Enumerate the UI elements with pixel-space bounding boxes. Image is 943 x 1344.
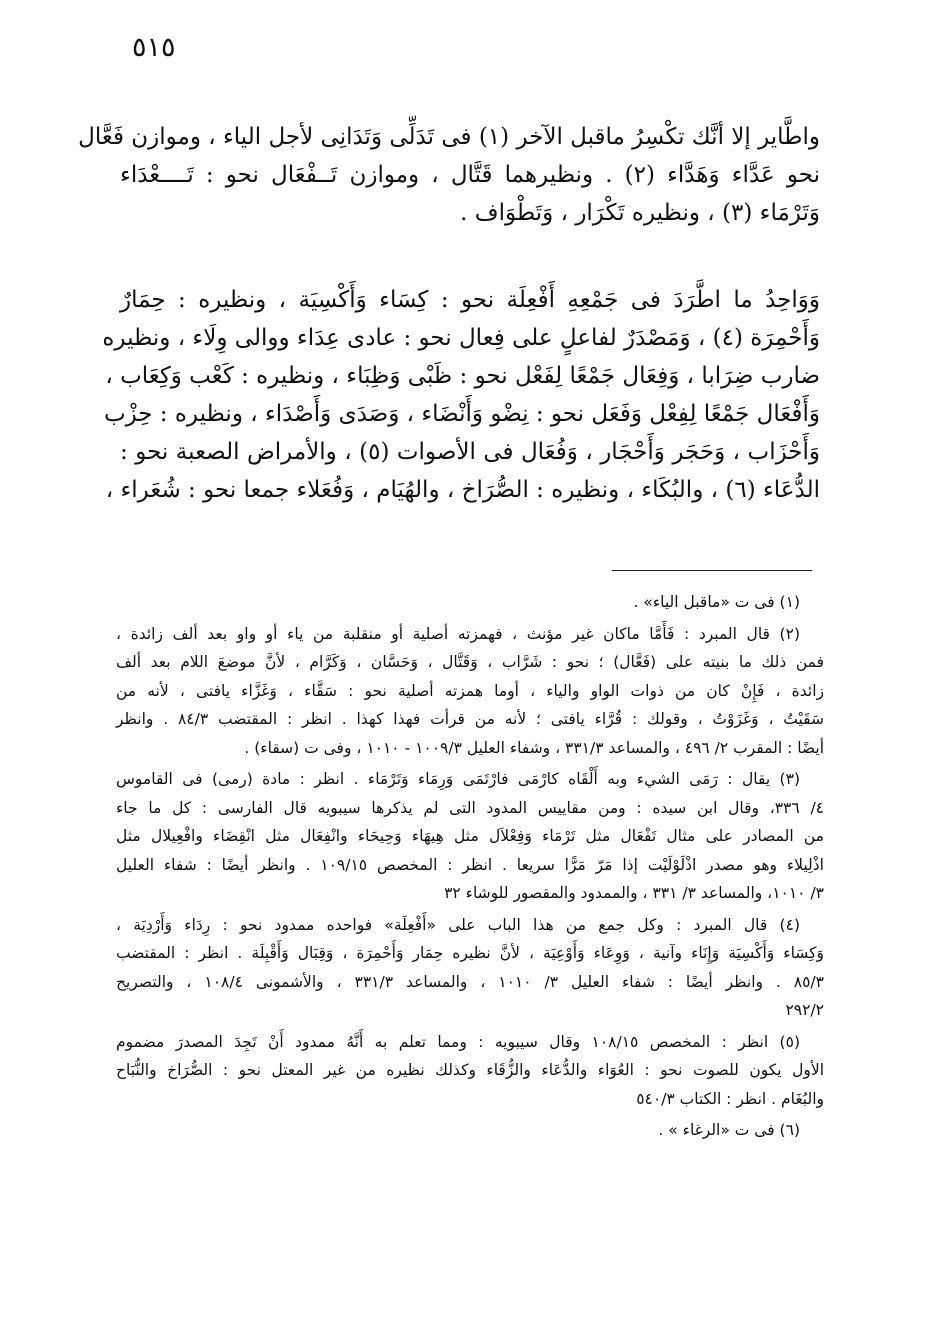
footnote-line: ٣/ ١٠١٠، والمساعد ٣/ ٣٣١ ، والممدود والمقصور للوشاء ٣٢ xyxy=(444,884,824,902)
footnote-separator xyxy=(612,570,812,571)
footnote-line: والبُغَام . انظر : الكتاب ٥٤٠/٣ xyxy=(636,1089,824,1108)
footnote-line: أيضًا : المقرب ٢/ ٤٩٦ ، والمساعد ٣٣١/٣ ، وشفاء العليل ١٠٠٩/٣ - ١٠١٠ ، وفى ت (سقاء) . xyxy=(244,738,824,757)
footnote-line: وَكِسَاء وَأَكْسِيَة وَإِنَاء وآنية ، وَوِعَاء وَأَوْعِيَة ، لأنَّ نظيره حِمَار وَأَحْمِرَة ، وَقِبَال وَأَقْبِلَة . انظر : المقتضب xyxy=(116,944,824,962)
footnote-line: زائدة ، فَإِنْ كان من ذوات الواو والياء ، أوما همزته أصلية نحو : سَقَّاء ، وَغَزَّاء يافتى ، لأنه من xyxy=(116,681,824,700)
footnote-4 xyxy=(116,911,824,1025)
footnote-line: (٥) انظر : المخصص ١٠٨/١٥ وقال سيبويه : ومما تعلم به أَنَّهُ ممدود أَنْ تَجِدَ المصدرَ مضموم xyxy=(116,1032,800,1051)
body-line: وَأَفْعَال جَمْعًا لِفِعْل وَفَعَل نحو : نِضْو وَأَنْضَاء ، وَصَدَى وَأَصْدَاء ، ونظيره : حِزْب xyxy=(103,401,820,427)
body-line: الدُّعَاء (٦) ، والبُكَاء ، ونظيره : الصُّرَاخ ، والهُيَام ، وَفُعَلاء جمعا نحو : شُعَراء ، xyxy=(105,477,820,503)
footnote-3 xyxy=(116,765,824,908)
body-line: وَتَرْمَاء (٣) ، ونظيره تَكْرَار ، وَتَطْوَاف . xyxy=(460,200,820,226)
body-paragraph-2 xyxy=(102,281,820,509)
footnote-line: (٦) فى ت «الرغاء » . xyxy=(658,1121,800,1139)
body-line: واطَّاير إلا أنَّك تكْسِرُ ماقبل الآخر (١) فى تَدَلِّى وَتَدَانِى لأجل الياء ، وموازن فَعَّال xyxy=(78,124,820,150)
body-line: ضارب ضِرَابا ، وَفِعَال جَمْعًا لِفَعْل نحو : ظَبْى وَظِبَاء ، ونظيره : كَعْب وَكِعَاب ، xyxy=(105,363,820,389)
body-line: نحو عَدَّاء وَهَدَّاء (٢) . ونظيرهما قَتَّال ، وموازن تَــفْعَال نحو : تَــــعْدَاء xyxy=(120,162,820,188)
footnote-line: (٢) قال المبرد : فَأَمَّا ماكان غير مؤنث ، فهمزته أصلية أو منقلبة من ياء أو واو بعد ألف زائدة ، xyxy=(116,624,800,643)
footnote-5 xyxy=(116,1028,824,1114)
footnote-line: ٨٥/٣ . وانظر أيضًا : شفاء العليل ٣/ ١٠١٠ ، والمساعد ٣٣١/٣ ، والأشمونى ١٠٨/٤ ، والتصريح xyxy=(116,972,824,991)
body-line: وَأَحْمِرَة (٤) ، وَمَصْدَرٌ لفاعلٍ على فِعال نحو : عادى عِدَاء ووالى وِلَاء ، ونظيره xyxy=(102,325,820,351)
footnote-line: ٤/ ٣٣٦، وقال ابن سيده : ومن مقاييس المدود التى لم يذكرها سيبويه قال الفارسى : كل ما جاء xyxy=(116,798,824,817)
footnote-2 xyxy=(116,620,824,763)
footnote-line: (٣) يقال : رَمَى الشيء وبه أَلْقَاه كارْمَى فارْتَمَى وَرِمَاء وَتَرْمَاء . انظر : مادة (رمى) فى القاموس xyxy=(116,770,800,788)
body-paragraph-1 xyxy=(78,118,820,232)
footnote-line: فمن ذلك ما بنيته على (فَعَّال) ؛ نحو : شَرَّاب ، وَقَتَّال ، وَحَسَّان ، وَكَرَّام ، لأنَّ موضعَ اللام بعد ألف xyxy=(116,653,824,671)
page-number: ٥١٥ xyxy=(132,32,176,63)
footnote-6 xyxy=(116,1116,824,1145)
footnote-line: من المصادر على مثال تَفْعَال مثل تَرْمَاء وَفِعْلاَل مثل هِيهَاء وَحِيحَاء وانْفِعَال مثل انْقِضَاء وافْعِيلال مثل xyxy=(116,827,824,845)
footnote-1 xyxy=(116,588,824,617)
footnotes-section xyxy=(116,588,824,1148)
footnote-line: اذْلِيلاء وهو مصدر اذْلَوْلَيْت إذا مَرّ مَرًّا سريعا . انظر : المخصص ١٠٩/١٥ . وانظر أيضًا : شفاء العليل xyxy=(116,855,824,874)
body-line: وَوَاحِدُ ما اطَّرَدَ فى جَمْعِهِ أَفْعِلَة نحو : كِسَاء وَأَكْسِيَة ، ونظيره : حِمَارٌ xyxy=(120,287,820,313)
footnote-line: (١) فى ت «ماقبل الياء» . xyxy=(633,593,800,611)
footnote-line: سَقَيْتُ ، وَغَزَوْتُ ، وقولك : قُرَّاء يافتى ؛ لأنه من قرأت فهذا كهذا . انظر : المقتضب ٨٤/٣ . وانظر xyxy=(116,710,824,728)
footnote-line: (٤) قال المبرد : وكل جمع من هذا الباب على «أَفْعِلَة» فواحده ممدود نحو : رِدَاء وَأَرْدِيَة ، xyxy=(116,915,800,934)
footnote-line: ٢٩٢/٢ xyxy=(785,1001,824,1019)
body-line: وَأَحْزَاب ، وَحَجَر وَأَحْجَار ، وَفُعَال فى الأصوات (٥) ، والأمراض الصعبة نحو : xyxy=(120,439,820,465)
footnote-line: الأول يكون للصوت نحو : العُوَاء والدُّعَاء والزُّقَاء وكذلك نظيره من غير المعتل نحو : الصُّرَاخ والنُّبَاح xyxy=(116,1061,824,1079)
